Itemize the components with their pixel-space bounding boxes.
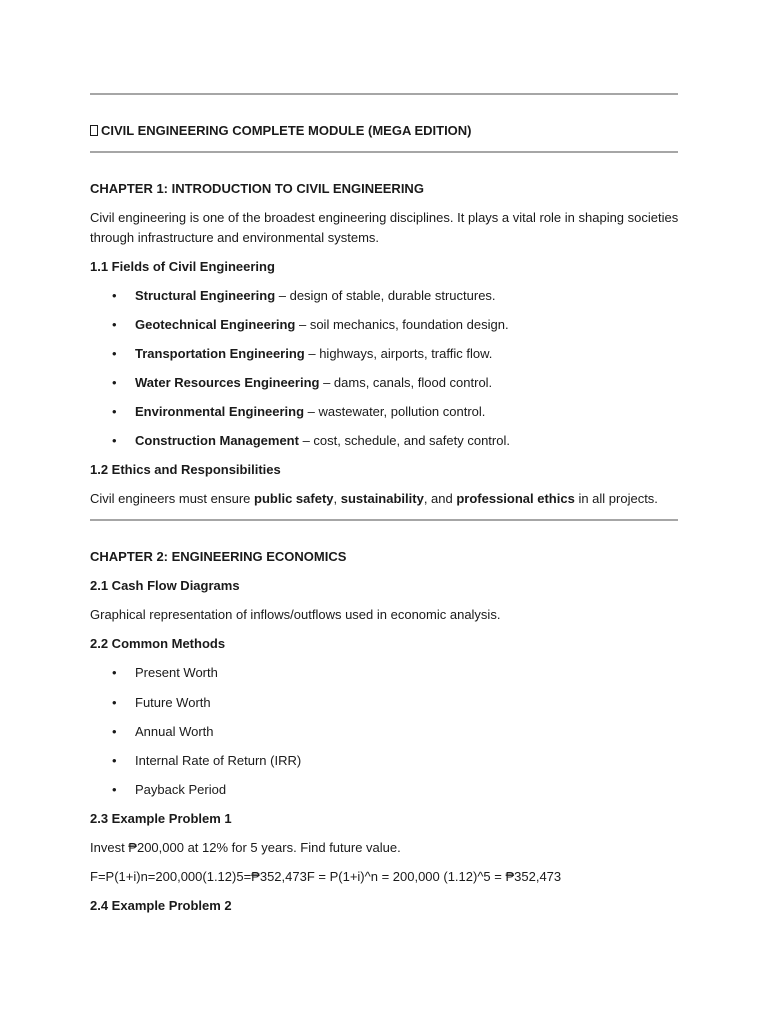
divider	[90, 93, 678, 95]
list-item: Structural Engineering – design of stable, durable structures.	[135, 288, 496, 303]
bullet-icon: •	[112, 317, 117, 332]
bullet-icon: •	[112, 404, 117, 419]
section-2-4-heading: 2.4 Example Problem 2	[90, 898, 232, 913]
bullet-icon: •	[112, 665, 117, 680]
bullet-icon: •	[112, 288, 117, 303]
list-item: Transportation Engineering – highways, airports, traffic flow.	[135, 346, 493, 361]
list-item: Geotechnical Engineering – soil mechanics, foundation design.	[135, 317, 509, 332]
divider	[90, 151, 678, 153]
missing-glyph-icon	[90, 125, 98, 136]
section-2-1-heading: 2.1 Cash Flow Diagrams	[90, 578, 240, 593]
list-item: Payback Period	[135, 782, 227, 797]
list-item: Environmental Engineering – wastewater, pollution control.	[135, 404, 486, 419]
list-item: Construction Management – cost, schedule, and safety control.	[135, 433, 510, 448]
bullet-icon: •	[112, 375, 117, 390]
section-2-2-heading: 2.2 Common Methods	[90, 636, 226, 651]
list-item: Water Resources Engineering – dams, canals, flood control.	[135, 375, 493, 390]
bullet-icon: •	[112, 753, 117, 768]
bullet-icon: •	[112, 433, 117, 448]
chapter-1-intro-line-2: through infrastructure and environmental systems.	[90, 230, 380, 245]
bullet-icon: •	[112, 695, 117, 710]
document-title: CIVIL ENGINEERING COMPLETE MODULE (MEGA EDITION)	[90, 121, 678, 141]
bullet-icon: •	[112, 346, 117, 361]
section-2-3-formula: F=P(1+i)n=200,000(1.12)5=₱352,473F = P(1+i)^n = 200,000 (1.12)^5 = ₱352,473	[90, 869, 562, 884]
list-item: Internal Rate of Return (IRR)	[135, 753, 302, 768]
bullet-icon: •	[112, 782, 117, 797]
section-2-3-text: Invest ₱200,000 at 12% for 5 years. Find future value.	[90, 840, 401, 855]
list-item: Future Worth	[135, 695, 211, 710]
chapter-1-heading: CHAPTER 1: INTRODUCTION TO CIVIL ENGINEERING	[90, 181, 424, 196]
chapter-2-heading: CHAPTER 2: ENGINEERING ECONOMICS	[90, 549, 347, 564]
section-1-2-heading: 1.2 Ethics and Responsibilities	[90, 462, 281, 477]
list-item: Annual Worth	[135, 724, 214, 739]
section-2-1-text: Graphical representation of inflows/outflows used in economic analysis.	[90, 607, 501, 622]
section-1-1-heading: 1.1 Fields of Civil Engineering	[90, 259, 275, 274]
ethics-paragraph: Civil engineers must ensure public safety, sustainability, and professional ethics in all projects.	[90, 491, 658, 506]
divider	[90, 519, 678, 521]
section-2-3-heading: 2.3 Example Problem 1	[90, 811, 232, 826]
list-item: Present Worth	[135, 665, 218, 680]
bullet-icon: •	[112, 724, 117, 739]
chapter-1-intro-line-1: Civil engineering is one of the broadest engineering disciplines. It plays a vital role in shaping societies	[90, 210, 679, 225]
